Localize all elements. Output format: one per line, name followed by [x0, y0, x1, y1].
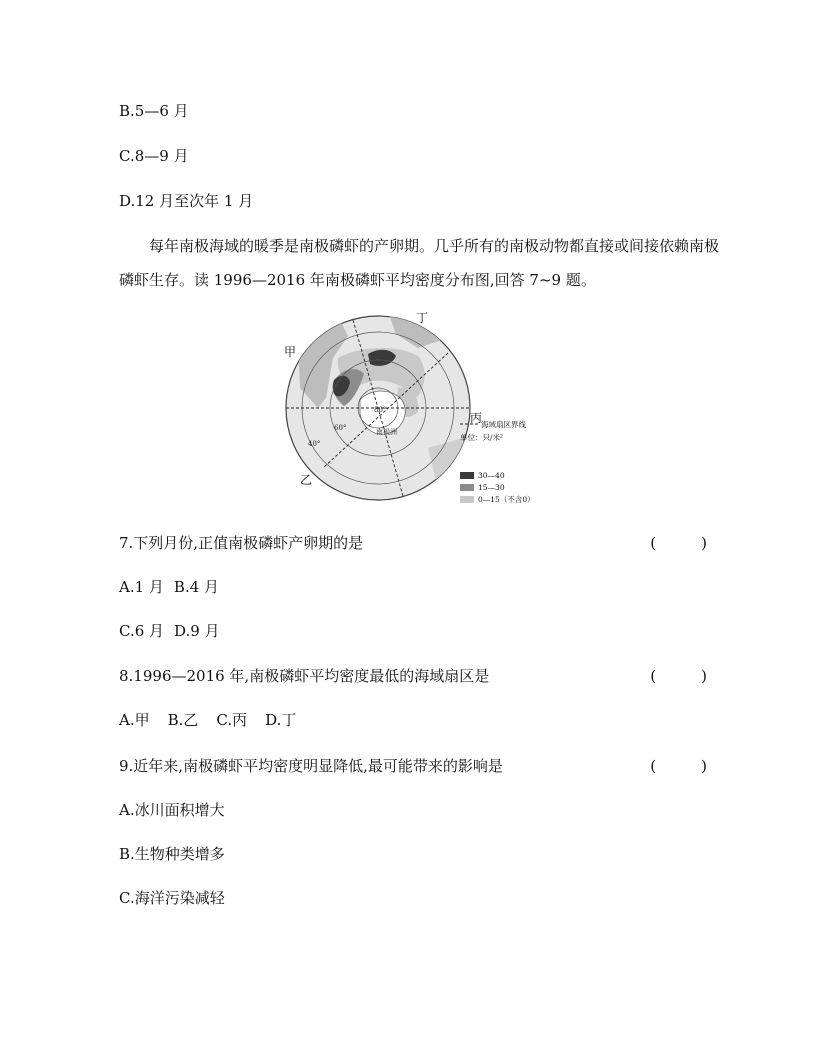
question-8-options — [119, 710, 314, 730]
legend-swatch-low — [460, 496, 474, 503]
intro-text: 每年南极海域的暖季是南极磷虾的产卵期。几乎所有的南极动物都直接或间接依赖南极磷虾生存。读 1996—2016 年南极磷虾平均密度分布图,回答 7~9 题。 — [119, 237, 720, 289]
option-d-prev: D.12 月至次年 1 月 — [119, 192, 254, 210]
krill-map-svg — [278, 308, 548, 516]
intro-paragraph — [119, 229, 719, 297]
option-b-prev: B.5—6 月 — [119, 102, 189, 120]
legend-unit: 单位：只/米² — [460, 433, 504, 442]
continent-label: 南极洲 — [376, 428, 397, 436]
q9-option-c: C.海洋污染减轻 — [119, 889, 225, 907]
q7-option-b: B.4 月 — [173, 578, 220, 596]
legend-label-low: 0—15（不含0） — [478, 495, 535, 504]
option-c-prev: C.8—9 月 — [119, 147, 189, 165]
question-7-answer-blank: ( ) — [650, 534, 707, 552]
lat-label-60: 60° — [334, 424, 347, 432]
sector-label-yi: 乙 — [300, 473, 313, 487]
sector-label-ding: 丁 — [416, 311, 429, 325]
question-9-text: 9.近年来,南极磷虾平均密度明显降低,最可能带来的影响是 — [119, 757, 503, 775]
sector-label-jia: 甲 — [284, 345, 297, 359]
question-7-text: 7.下列月份,正值南极磷虾产卵期的是 — [119, 534, 364, 552]
question-8-text: 8.1996—2016 年,南极磷虾平均密度最低的海域扇区是 — [119, 667, 490, 685]
legend-boundary-label: 海域扇区界线 — [481, 420, 526, 429]
lat-label-40: 40° — [308, 440, 321, 448]
q7-option-a: A.1 月 — [119, 578, 164, 596]
q7-option-d: D.9 月 — [174, 622, 220, 640]
legend-swatch-high — [460, 472, 474, 479]
q7-option-c: C.6 月 — [119, 622, 165, 640]
q8-option-c: C.丙 — [216, 711, 248, 729]
legend-label-high: 30—40 — [478, 471, 505, 480]
q9-option-b: B.生物种类增多 — [119, 845, 225, 863]
q8-option-b: B.乙 — [167, 711, 199, 729]
legend-swatch-mid — [460, 484, 474, 491]
lat-label-80: 80° — [374, 406, 387, 414]
question-7-options-row-2 — [119, 621, 230, 641]
legend-label-mid: 15—30 — [478, 483, 505, 492]
q8-option-a: A.甲 — [119, 711, 150, 729]
question-8-answer-blank: ( ) — [650, 667, 707, 685]
sector-label-bing: 丙 — [470, 411, 483, 425]
q8-option-d: D.丁 — [265, 711, 297, 729]
krill-density-map — [278, 308, 548, 516]
q9-option-a: A.冰川面积增大 — [119, 801, 225, 819]
question-9-answer-blank: ( ) — [650, 757, 707, 775]
question-7-options-row-1 — [119, 577, 229, 597]
